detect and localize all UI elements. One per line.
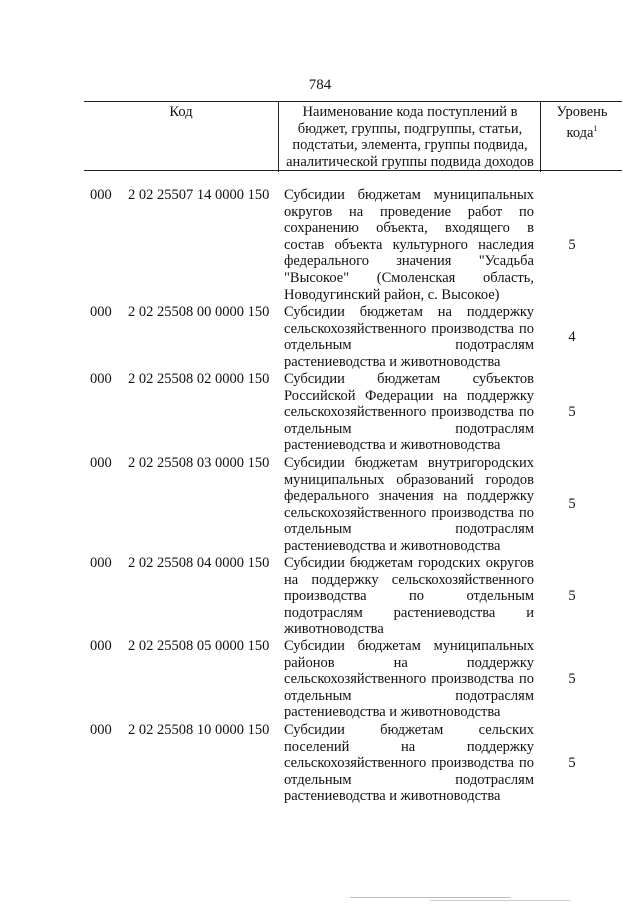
row-name: Субсидии бюджетам городских округов на поддержку сельскохозяйственного производства по отдельным подотраслям растениеводства и животноводства	[284, 555, 534, 638]
row-prefix: 000	[90, 638, 112, 654]
row-level: 5	[568, 404, 576, 420]
header-level	[540, 102, 623, 172]
row-prefix: 000	[90, 722, 112, 738]
header-level-footnote: 1	[593, 123, 598, 133]
row-name: Субсидии бюджетам сельских поселений на поддержку сельскохозяйственного производства по отдельным подотраслям растениеводства и животноводства	[284, 722, 534, 805]
row-code: 2 02 25508 05 0000 150	[128, 638, 270, 654]
row-name: Субсидии бюджетам муниципальных районов на поддержку сельскохозяйственного производства по отдельным подотраслям растениеводства и животноводства	[284, 638, 534, 721]
row-level: 5	[568, 496, 576, 512]
row-name: Субсидии бюджетам субъектов Российской Федерации на поддержку сельскохозяйственного производства по отдельным подотраслям растениеводства и животноводства	[284, 371, 534, 454]
row-level: 5	[568, 755, 576, 771]
header-code: Код	[169, 104, 193, 120]
page-number: 784	[308, 77, 332, 93]
row-name: Субсидии бюджетам муниципальных округов на проведение работ по сохранению объекта, входящего в состав объекта культурного наследия федерального значения "Усадьба "Высокое" (Смоленская область, Новодугинский район, с. Высокое)	[284, 187, 534, 303]
row-name: Субсидии бюджетам внутригородских муниципальных образований городов федерального значения на поддержку сельскохозяйственного производства по отдельным подотраслям растениеводства и животноводства	[284, 455, 534, 554]
row-level: 5	[568, 588, 576, 604]
header-name: Наименование кода поступлений в бюджет, группы, подгруппы, статьи, подстатьи, элемента, группы подвида, аналитической группы подвида доходов	[278, 102, 541, 172]
row-code: 2 02 25507 14 0000 150	[128, 187, 270, 203]
row-code: 2 02 25508 03 0000 150	[128, 455, 270, 471]
row-code: 2 02 25508 04 0000 150	[128, 555, 270, 571]
row-code: 2 02 25508 00 0000 150	[128, 304, 270, 320]
row-level: 5	[568, 671, 576, 687]
row-prefix: 000	[90, 371, 112, 387]
row-level: 4	[568, 329, 576, 345]
row-prefix: 000	[90, 555, 112, 571]
scan-artifact-line	[350, 897, 510, 898]
row-name: Субсидии бюджетам на поддержку сельскохозяйственного производства по отдельным подотраслям растениеводства и животноводства	[284, 304, 534, 370]
row-code: 2 02 25508 10 0000 150	[128, 722, 270, 738]
row-prefix: 000	[90, 187, 112, 203]
row-code: 2 02 25508 02 0000 150	[128, 371, 270, 387]
row-prefix: 000	[90, 304, 112, 320]
header-level-label: Уровень кода	[556, 104, 608, 141]
row-level: 5	[568, 237, 576, 253]
row-prefix: 000	[90, 455, 112, 471]
table-header	[84, 101, 622, 171]
scan-artifact-line	[430, 900, 570, 901]
